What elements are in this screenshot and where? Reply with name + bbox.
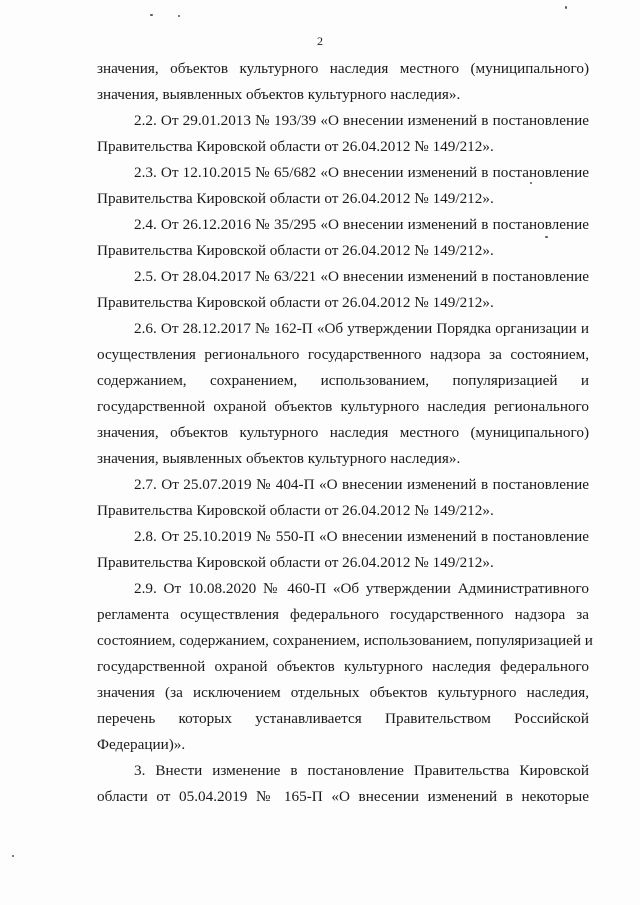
text-line: 2.8. От 25.10.2019 № 550-П «О внесении изменений в постановление bbox=[134, 528, 589, 545]
text-line: значения, объектов культурного наследия местного (муниципального) bbox=[97, 424, 589, 441]
text-line: области от 05.04.2019 № 165-П «О внесении изменений в некоторые bbox=[97, 788, 589, 805]
text-line: 2.4. От 26.12.2016 № 35/295 «О внесении изменений в постановление bbox=[134, 216, 589, 233]
text-line: 3. Внести изменение в постановление Правительства Кировской bbox=[134, 762, 589, 779]
text-line: содержанием, сохранением, использованием, популяризацией и bbox=[97, 372, 589, 389]
text-line: Правительства Кировской области от 26.04.2012 № 149/212». bbox=[97, 190, 494, 207]
text-line: 2.2. От 29.01.2013 № 193/39 «О внесении изменений в постановление bbox=[134, 112, 589, 129]
scan-speck bbox=[178, 15, 180, 17]
text-line: осуществления регионального государственного надзора за состоянием, bbox=[97, 346, 589, 363]
text-line: 2.6. От 28.12.2017 № 162-П «Об утверждении Порядка организации и bbox=[134, 320, 589, 337]
text-line: значения (за исключением отдельных объектов культурного наследия, bbox=[97, 684, 589, 701]
text-line: 2.5. От 28.04.2017 № 63/221 «О внесении изменений в постановление bbox=[134, 268, 589, 285]
scan-speck bbox=[565, 6, 567, 9]
text-line: значения, объектов культурного наследия местного (муниципального) bbox=[97, 60, 589, 77]
text-line: Правительства Кировской области от 26.04.2012 № 149/212». bbox=[97, 502, 494, 519]
text-line: состоянием, содержанием, сохранением, использованием, популяризацией и bbox=[97, 632, 593, 649]
text-line: Правительства Кировской области от 26.04.2012 № 149/212». bbox=[97, 138, 494, 155]
scan-speck bbox=[530, 182, 532, 184]
scan-speck bbox=[12, 855, 14, 857]
text-line: 2.7. От 25.07.2019 № 404-П «О внесении изменений в постановление bbox=[134, 476, 589, 493]
text-line: значения, выявленных объектов культурного наследия». bbox=[97, 86, 461, 103]
text-line: Федерации)». bbox=[97, 736, 186, 753]
text-line: 2.3. От 12.10.2015 № 65/682 «О внесении изменений в постановление bbox=[134, 164, 589, 181]
scan-speck bbox=[150, 14, 153, 16]
text-line: Правительства Кировской области от 26.04.2012 № 149/212». bbox=[97, 554, 494, 571]
text-line: значения, выявленных объектов культурного наследия». bbox=[97, 450, 461, 467]
text-line: регламента осуществления федерального государственного надзора за bbox=[97, 606, 589, 623]
text-line: государственной охраной объектов культурного наследия федерального bbox=[97, 658, 589, 675]
text-line: 2.9. От 10.08.2020 № 460-П «Об утверждении Административного bbox=[134, 580, 589, 597]
text-line: государственной охраной объектов культурного наследия регионального bbox=[97, 398, 589, 415]
page-number: 2 bbox=[317, 34, 323, 48]
scan-speck bbox=[545, 236, 548, 238]
text-line: Правительства Кировской области от 26.04.2012 № 149/212». bbox=[97, 294, 494, 311]
text-line: Правительства Кировской области от 26.04.2012 № 149/212». bbox=[97, 242, 494, 259]
text-line: перечень которых устанавливается Правительством Российской bbox=[97, 710, 589, 727]
